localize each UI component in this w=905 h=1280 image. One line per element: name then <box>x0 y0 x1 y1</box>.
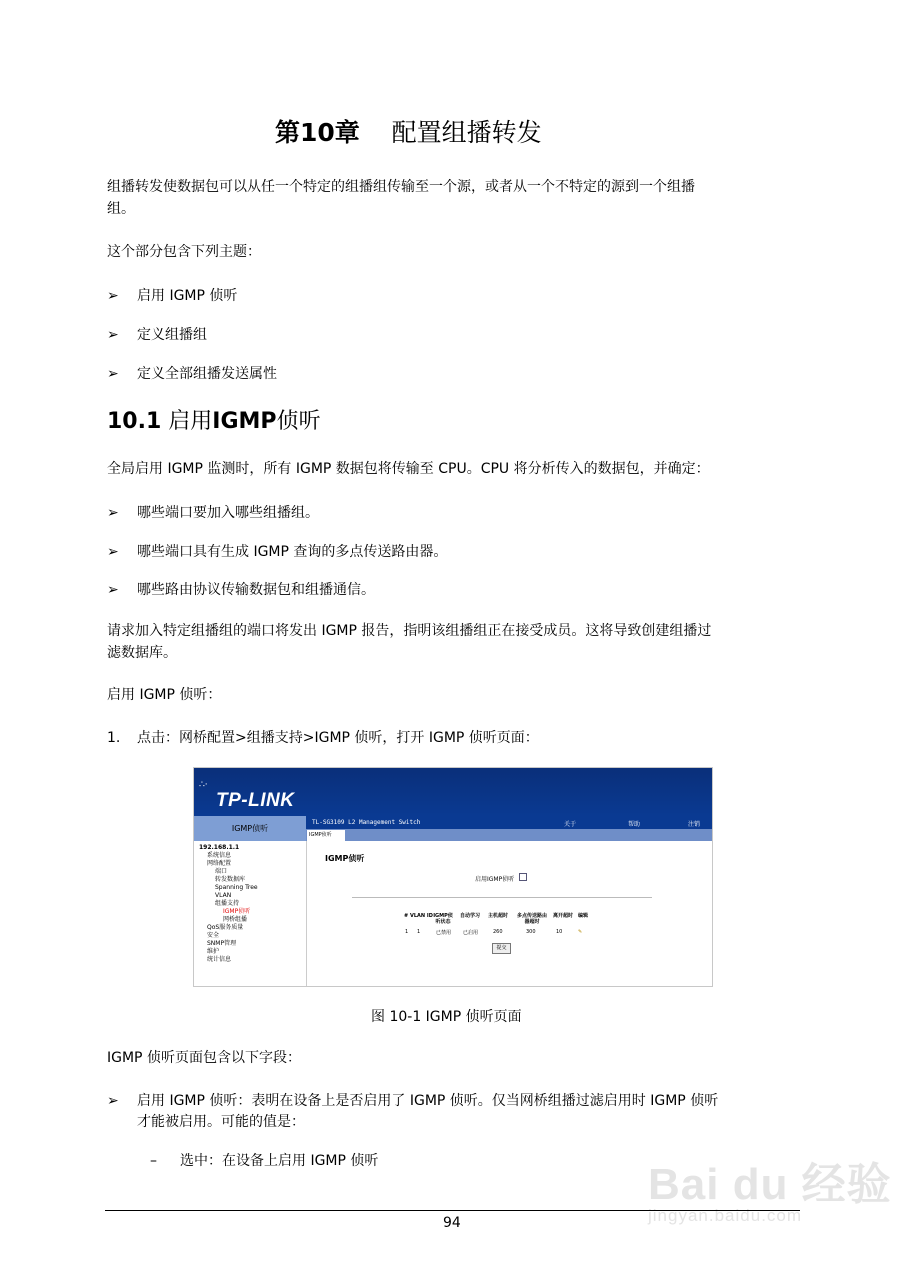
section-title-prefix: 启用 <box>168 409 213 434</box>
chapter-title <box>275 113 542 149</box>
bullet-icon: ➢ <box>107 544 119 560</box>
logo-dots-icon: ∴· <box>199 780 208 790</box>
dash-mark: – <box>150 1153 157 1169</box>
tree-item[interactable]: 192.168.1.1 <box>199 844 240 851</box>
tp-link-logo: TP-LINK <box>216 790 295 811</box>
tree-item[interactable]: SNMP管理 <box>207 940 237 947</box>
tree-item[interactable]: 网桥组播 <box>223 916 248 923</box>
section-paragraph-1: 全局启用 IGMP 监测时，所有 IGMP 数据包将传输至 CPU。CPU 将分析传入的数据包，并确定： <box>107 461 710 477</box>
field-line-1: 启用 IGMP 侦听：表明在设备上是否启用了 IGMP 侦听。仅当网桥组播过滤启用时 IGMP 侦听 <box>137 1093 719 1109</box>
bullet-icon: ➢ <box>107 1093 119 1109</box>
intro-paragraph <box>107 176 807 220</box>
bullet-icon: ➢ <box>107 582 119 598</box>
intro-line-1: 组播转发使数据包可以从任一个特定的组播组传输至一个源，或者从一个不特定的源到一个组播 <box>107 179 695 195</box>
tree-item[interactable]: 统计信息 <box>207 956 232 963</box>
column-header: VLAN ID <box>410 913 433 919</box>
bullet-text: 哪些端口要加入哪些组播组。 <box>137 505 319 521</box>
column-header: 编辑 <box>578 913 589 919</box>
sub-item-text: 选中：在设备上启用 IGMP 侦听 <box>180 1153 379 1169</box>
section-title-suffix: 侦听 <box>276 409 321 434</box>
nav-tree <box>194 841 307 986</box>
section-title-bold: IGMP <box>212 409 277 434</box>
tree-item[interactable]: 组播支持 <box>215 900 240 907</box>
tree-item[interactable]: Spanning Tree <box>215 884 258 891</box>
divider <box>352 897 652 898</box>
bullet-icon: ➢ <box>107 288 119 304</box>
topics-label: 这个部分包含下列主题： <box>107 244 261 260</box>
section-number: 10.1 <box>107 409 162 434</box>
table-cell: 10 <box>556 929 563 935</box>
tab-row <box>306 829 712 841</box>
tree-item[interactable]: VLAN <box>215 892 232 899</box>
baidu-watermark <box>648 1148 892 1226</box>
navbar <box>306 816 712 829</box>
section-paragraph-2 <box>107 620 807 664</box>
watermark-line-1: Bai du 经验 <box>648 1160 892 1209</box>
bullet-text: 哪些端口具有生成 IGMP 查询的多点传送路由器。 <box>137 544 448 560</box>
edit-icon[interactable]: ✎ <box>578 929 583 935</box>
field-line-2: 才能被启用。可能的值是： <box>137 1114 305 1130</box>
step-number: 1. <box>107 730 121 746</box>
enable-checkbox[interactable] <box>519 873 527 881</box>
content-panel <box>307 841 712 986</box>
page-title: IGMP侦听 <box>325 854 365 863</box>
table-cell: 1 <box>405 929 409 935</box>
nav-link-logout[interactable]: 注销 <box>688 821 701 828</box>
tab-igmp[interactable]: IGMP侦听 <box>307 830 345 841</box>
section-paragraph-3: 启用 IGMP 侦听： <box>107 687 222 703</box>
watermark-line-2: jingyan.baidu.com <box>648 1206 803 1225</box>
igmp-screenshot <box>193 767 713 987</box>
table-cell: 已禁用 <box>436 930 452 936</box>
column-header: IGMP侦听状态 <box>433 913 453 925</box>
page-number: 94 <box>443 1215 461 1231</box>
column-header: 多点传送路由器超时 <box>516 913 547 925</box>
topic-text: 启用 IGMP 侦听 <box>137 288 238 304</box>
topic-text: 定义全部组播发送属性 <box>137 366 277 382</box>
nav-link-help[interactable]: 帮助 <box>628 821 641 828</box>
table-cell: 已启用 <box>463 930 479 936</box>
column-header: 主机超时 <box>488 913 509 919</box>
table-cell: 1 <box>417 929 421 935</box>
tree-item[interactable]: 网络配置 <box>207 860 232 867</box>
chapter-number: 第10章 <box>275 118 360 147</box>
submit-button[interactable]: 提交 <box>492 943 511 954</box>
p2-line-1: 请求加入特定组播组的端口将发出 IGMP 报告，指明该组播组正在接受成员。这将导致创建组播过 <box>107 623 712 639</box>
column-header: 自动学习 <box>460 913 481 919</box>
table-cell: 300 <box>526 929 536 935</box>
tree-item[interactable]: 安全 <box>207 932 220 939</box>
tree-item[interactable]: QoS服务质量 <box>207 924 244 931</box>
figure-caption: 图 10-1 IGMP 侦听页面 <box>371 1009 522 1025</box>
step-text: 点击：网桥配置>组播支持>IGMP 侦听，打开 IGMP 侦听页面： <box>137 730 539 746</box>
tree-item[interactable]: 维护 <box>207 948 220 955</box>
tree-item[interactable]: 系统信息 <box>207 852 232 859</box>
column-header: # <box>404 913 409 919</box>
table-cell: 260 <box>493 929 503 935</box>
p2-line-2: 滤数据库。 <box>107 645 177 661</box>
tree-item[interactable]: 端口 <box>215 868 228 875</box>
section-heading <box>107 404 321 435</box>
tree-item[interactable]: 转发数据库 <box>215 876 246 883</box>
topic-text: 定义组播组 <box>137 327 207 343</box>
footer-rule <box>105 1210 800 1211</box>
bullet-icon: ➢ <box>107 505 119 521</box>
fields-intro: IGMP 侦听页面包含以下字段： <box>107 1050 301 1066</box>
bullet-icon: ➢ <box>107 327 119 343</box>
banner <box>194 768 712 816</box>
bullet-text: 哪些路由协议传输数据包和组播通信。 <box>137 582 375 598</box>
chapter-name: 配置组播转发 <box>391 118 542 147</box>
nav-title: TL-SG3109 L2 Management Switch <box>312 819 421 826</box>
intro-line-2: 组。 <box>107 201 135 217</box>
enable-label: 启用IGMP侦听 <box>475 876 515 883</box>
bullet-icon: ➢ <box>107 366 119 382</box>
sidebar-title: IGMP侦听 <box>194 816 306 841</box>
nav-link-about[interactable]: 关于 <box>564 821 577 828</box>
column-header: 离开超时 <box>553 913 574 919</box>
tree-item-selected[interactable]: IGMP侦听 <box>223 908 251 915</box>
